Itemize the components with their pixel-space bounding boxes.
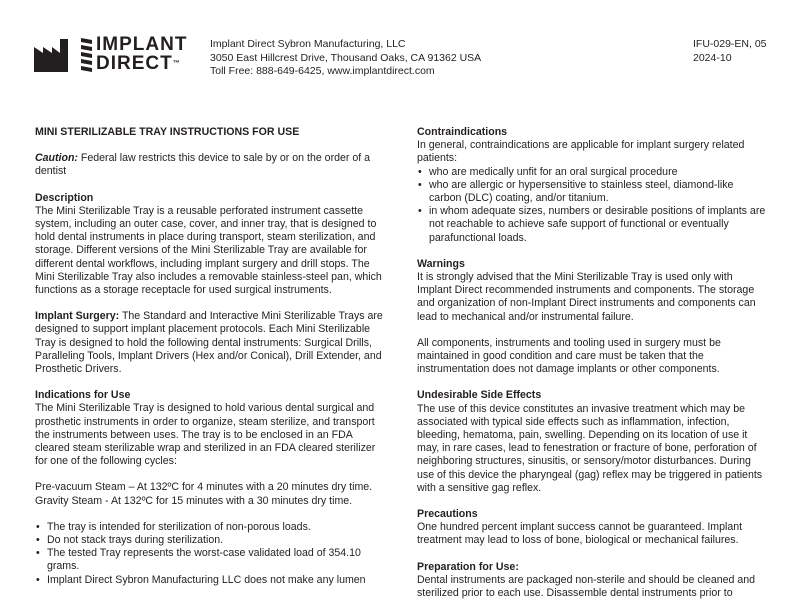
warnings-text-1: It is strongly advised that the Mini Sterilizable Tray is used only with Implant Direct recommended instruments and components. The storage and organization of non-Implant Direct instruments and components can lead to mechanical and/or instrumental failure.	[417, 271, 756, 323]
indications-heading: Indications for Use	[35, 389, 131, 402]
document-identifier	[693, 38, 767, 65]
preparation-heading: Preparation for Use:	[417, 560, 519, 573]
document-number: IFU-029-EN, 05	[693, 38, 767, 50]
warnings-text-2: All components, instruments and tooling used in surgery must be maintained in good condition and care must be taken that the instrumentation does not damage implants or other components.	[417, 336, 721, 376]
implant-surgery-label: Implant Surgery:	[35, 310, 120, 323]
factory-icon	[34, 39, 68, 72]
side-effects-text: The use of this device constitutes an invasive treatment which may be associated with typical side effects such as inflammation, infection, bleeding, hematoma, pain, swelling. Depending on its location of use it may, in rare cases, lead to fenestration or fracture of bone, perforation of neighboring structures, sinusitis, or sensory/motor disturbances. During use of this device the pharyngeal (gag) reflex may be triggered in patients with a sensitive gag reflex.	[417, 402, 763, 494]
company-info	[210, 38, 481, 79]
logo-line-2: DIRECT	[96, 53, 173, 74]
company-logo	[96, 35, 187, 73]
contraindications-text: In general, contraindications are applicable for implant surgery related patients:	[417, 139, 745, 165]
list-item: • Do not stack trays during sterilization.	[35, 534, 385, 547]
caution-text: Federal law restricts this device to sale by or on the order of a dentist	[35, 152, 371, 178]
implant-surgery-text: The Standard and Interactive Mini Sterilizable Trays are designed to support implant placement protocols. Each Mini Sterilizable Tray is designed to hold the following dental instruments: Surgical Drills, Paralleling Tools, Implant Drivers (Hex and/or Conical), Drill Extender, and Prosthetic Drivers.	[35, 310, 383, 376]
sterilization-bullet-list	[35, 521, 385, 587]
document-date: 2024-10	[693, 51, 732, 64]
sterilization-cycle-gravity: Gravity Steam - At 132ºC for 15 minutes with a 30 minutes dry time.	[35, 494, 353, 507]
side-effects-heading: Undesirable Side Effects	[417, 389, 542, 402]
document-title: MINI STERILIZABLE TRAY INSTRUCTIONS FOR USE	[35, 126, 300, 138]
list-item: • The tray is intended for sterilization of non-porous loads.	[35, 521, 385, 534]
company-address: 3050 East Hillcrest Drive, Thousand Oaks, CA 91362 USA	[210, 51, 482, 64]
list-item: • in whom adequate sizes, numbers or desirable positions of implants are not reachable to achieve safe support of functional or eventually parafunctional loads.	[417, 205, 767, 245]
sterilization-cycle-prevacuum: Pre-vacuum Steam – At 132ºC for 4 minutes with a 20 minutes dry time.	[35, 481, 373, 494]
precautions-text: One hundred percent implant success cannot be guaranteed. Implant treatment may lead to loss of bone, biological or mechanical failures.	[417, 521, 743, 547]
description-heading: Description	[35, 191, 94, 204]
list-item: • Implant Direct Sybron Manufacturing LLC does not make any lumen	[35, 574, 385, 587]
company-name: Implant Direct Sybron Manufacturing, LLC	[210, 38, 406, 50]
implant-surgery-paragraph	[35, 310, 385, 376]
precautions-heading: Precautions	[417, 508, 478, 521]
logo-stripes-icon	[81, 38, 92, 72]
list-item: • The tested Tray represents the worst-case validated load of 354.10 grams.	[35, 547, 385, 573]
indications-text: The Mini Sterilizable Tray is designed to hold various dental surgical and prosthetic instruments in order to organize, steam sterilize, and transport the instruments between uses. The tray is to be enclosed in an FDA cleared steam sterilizable wrap and sterilized in an FDA cleared sterilizer for one of the following cycles:	[35, 402, 376, 468]
right-column	[417, 126, 767, 600]
caution-label: Caution:	[35, 152, 78, 165]
contraindications-list	[417, 166, 767, 245]
list-item: • who are medically unfit for an oral surgical procedure	[417, 166, 767, 179]
caution-paragraph	[35, 152, 385, 178]
list-item: • who are allergic or hypersensitive to stainless steel, diamond-like carbon (DLC) coating, and/or titanium.	[417, 179, 767, 205]
preparation-text: Dental instruments are packaged non-sterile and should be cleaned and sterilized prior to each use. Disassemble dental instruments prior to	[417, 573, 756, 600]
company-contact: Toll Free: 888-649-6425, www.implantdirect.com	[210, 65, 435, 77]
trademark-symbol: ™	[172, 60, 180, 67]
left-column	[35, 126, 385, 587]
description-text: The Mini Sterilizable Tray is a reusable perforated instrument cassette system, including an outer case, cover, and inner tray, that is designed to hold dental instruments in place during transport, steam sterilization, and storage. Different versions of the Mini Sterilizable Tray are available for different dental workflows, including implant surgery and drill stops. The Mini Sterilizable Tray also includes a removable stainless-steel pan, which functions as a storage receptacle for used surgical instruments.	[35, 204, 382, 297]
warnings-heading: Warnings	[417, 257, 465, 270]
logo-line-1: IMPLANT	[96, 34, 188, 55]
document-header	[0, 0, 800, 100]
contraindications-heading: Contraindications	[417, 126, 508, 138]
